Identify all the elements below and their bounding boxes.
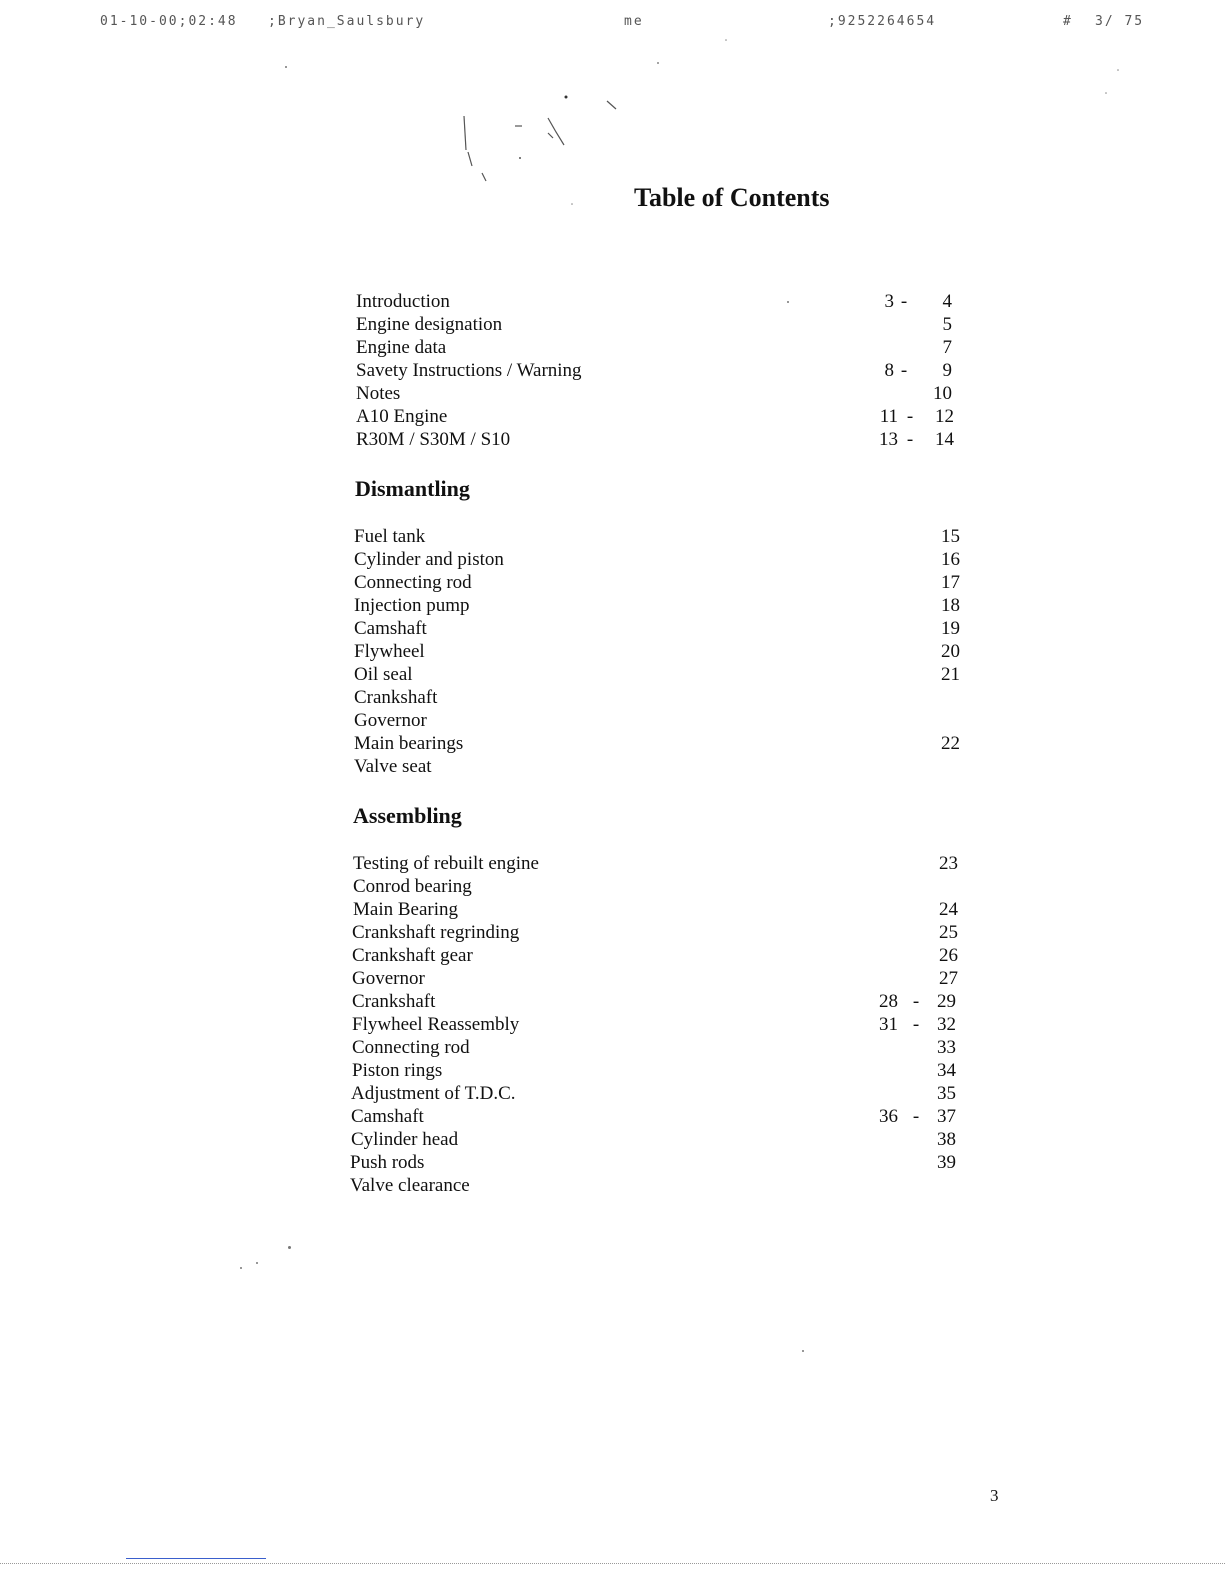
toc-entry-end-page: 23 <box>939 853 958 874</box>
toc-entry-label: Flywheel <box>354 641 425 662</box>
toc-entry <box>0 922 1225 945</box>
toc-entry-end-page: 37 <box>937 1106 956 1127</box>
toc-entry <box>0 360 1225 383</box>
toc-entry-label: Crankshaft gear <box>352 945 473 966</box>
toc-entry <box>0 853 1225 876</box>
toc-entry-label: Main bearings <box>354 733 464 754</box>
toc-entry-label: Testing of rebuilt engine <box>353 853 539 874</box>
toc-entry <box>0 406 1225 429</box>
toc-entry-label: Main Bearing <box>353 899 459 920</box>
toc-entry <box>0 664 1225 687</box>
toc-entry <box>0 1083 1225 1106</box>
toc-entry-start-page: 8 <box>884 360 894 381</box>
toc-entry-start-page: 3 <box>884 291 894 312</box>
toc-entry <box>0 526 1225 549</box>
toc-entry-label: Valve clearance <box>350 1175 470 1196</box>
toc-entry-end-page: 20 <box>941 641 960 662</box>
toc-entry <box>0 1106 1225 1129</box>
toc-entry <box>0 618 1225 641</box>
scan-speck <box>787 301 789 303</box>
toc-entry-label: Engine data <box>356 337 447 358</box>
toc-entry-end-page: 34 <box>937 1060 956 1081</box>
toc-entry-end-page: 21 <box>941 664 960 685</box>
toc-entry <box>0 641 1225 664</box>
toc-entry <box>0 968 1225 991</box>
scan-speck <box>802 1350 804 1352</box>
toc-entry-label: Camshaft <box>351 1106 424 1127</box>
fax-phone: ;9252264654 <box>828 14 937 29</box>
toc-entry-label: Savety Instructions / Warning <box>356 360 582 381</box>
toc-entry <box>0 1037 1225 1060</box>
toc-entry <box>0 733 1225 756</box>
toc-entry <box>0 876 1225 899</box>
toc-range-dash: - <box>906 429 914 450</box>
toc-entry-label: R30M / S30M / S10 <box>356 429 511 450</box>
toc-entry <box>0 899 1225 922</box>
toc-entry-label: Engine designation <box>356 314 503 335</box>
toc-entry <box>0 1014 1225 1037</box>
toc-entry-label: Connecting rod <box>354 572 472 593</box>
toc-entry-end-page: 29 <box>937 991 956 1012</box>
toc-entry-label: Injection pump <box>354 595 470 616</box>
toc-entry-end-page: 27 <box>939 968 958 989</box>
scan-speck <box>288 1246 291 1249</box>
bottom-rule <box>126 1558 266 1559</box>
scan-mark-scribble <box>0 0 1225 260</box>
fax-page-marker: # <box>1063 14 1073 29</box>
scan-speck <box>256 1262 258 1264</box>
toc-entry-end-page: 35 <box>937 1083 956 1104</box>
toc-entry <box>0 337 1225 360</box>
toc-entry-end-page: 16 <box>941 549 960 570</box>
toc-entry-end-page: 24 <box>939 899 958 920</box>
toc-entry <box>0 945 1225 968</box>
toc-entry <box>0 991 1225 1014</box>
toc-entry-end-page: 19 <box>941 618 960 639</box>
page-edge <box>0 1563 1225 1565</box>
toc-entry-end-page: 7 <box>942 337 952 358</box>
toc-entry-label: Cylinder and piston <box>354 549 504 570</box>
toc-entry-end-page: 18 <box>941 595 960 616</box>
toc-entry <box>0 1129 1225 1152</box>
toc-entry-end-page: 38 <box>937 1129 956 1150</box>
toc-entry <box>0 572 1225 595</box>
toc-entry-label: Notes <box>356 383 401 404</box>
toc-entry <box>0 314 1225 337</box>
toc-entry-start-page: 31 <box>879 1014 898 1035</box>
toc-entry-start-page: 36 <box>879 1106 898 1127</box>
toc-entry-start-page: 11 <box>879 406 898 427</box>
toc-entry-label: Valve seat <box>354 756 432 777</box>
toc-entry <box>0 291 1225 314</box>
section-heading-dismantling: Dismantling <box>355 476 470 501</box>
toc-entry-label: Piston rings <box>352 1060 443 1081</box>
page-title: Table of Contents <box>634 183 830 212</box>
toc-entry-start-page: 28 <box>879 991 898 1012</box>
toc-entry-end-page: 10 <box>933 383 952 404</box>
toc-entry <box>0 710 1225 733</box>
toc-entry <box>0 687 1225 710</box>
toc-entry-label: Fuel tank <box>354 526 426 547</box>
fax-sender: ;Bryan_Saulsbury <box>268 14 426 29</box>
toc-range-dash: - <box>912 1014 920 1035</box>
toc-entry-label: Crankshaft <box>354 687 438 708</box>
toc-entry-label: Camshaft <box>354 618 427 639</box>
toc-entry-end-page: 17 <box>941 572 960 593</box>
toc-entry <box>0 383 1225 406</box>
toc-entry-end-page: 4 <box>942 291 952 312</box>
toc-entry-end-page: 33 <box>937 1037 956 1058</box>
toc-range-dash: - <box>900 291 908 312</box>
toc-entry <box>0 756 1225 779</box>
toc-entry <box>0 549 1225 572</box>
fax-datetime: 01-10-00;02:48 <box>100 14 238 29</box>
toc-entry-label: Connecting rod <box>352 1037 470 1058</box>
fax-recipient: me <box>624 14 644 29</box>
toc-entry-label: Crankshaft <box>352 991 436 1012</box>
toc-entry-end-page: 5 <box>942 314 952 335</box>
toc-entry <box>0 1175 1225 1198</box>
toc-entry-label: Cylinder head <box>351 1129 459 1150</box>
toc-entry-label: Flywheel Reassembly <box>352 1014 520 1035</box>
toc-entry-end-page: 32 <box>937 1014 956 1035</box>
section-heading-assembling: Assembling <box>353 803 462 828</box>
page-number: 3 <box>990 1486 999 1505</box>
toc-range-dash: - <box>906 406 914 427</box>
toc-entry-end-page: 12 <box>935 406 954 427</box>
toc-entry-label: Adjustment of T.D.C. <box>351 1083 516 1104</box>
toc-range-dash: - <box>912 991 920 1012</box>
toc-entry-label: Oil seal <box>354 664 413 685</box>
toc-entry-end-page: 15 <box>941 526 960 547</box>
toc-entry-end-page: 39 <box>937 1152 956 1173</box>
toc-entry-end-page: 22 <box>941 733 960 754</box>
toc-entry-label: Introduction <box>356 291 450 312</box>
toc-range-dash: - <box>900 360 908 381</box>
toc-range-dash: - <box>912 1106 920 1127</box>
toc-entry-label: Governor <box>354 710 427 731</box>
fax-page-count: 3/ 75 <box>1095 14 1145 29</box>
toc-entry-start-page: 13 <box>879 429 898 450</box>
toc-entry-label: Crankshaft regrinding <box>352 922 520 943</box>
toc-entry-end-page: 25 <box>939 922 958 943</box>
toc-entry-label: A10 Engine <box>356 406 448 427</box>
toc-entry <box>0 429 1225 452</box>
toc-entry-label: Conrod bearing <box>353 876 472 897</box>
toc-entry-end-page: 26 <box>939 945 958 966</box>
toc-entry-end-page: 14 <box>935 429 954 450</box>
toc-entry-label: Governor <box>352 968 425 989</box>
scan-speck <box>240 1267 242 1269</box>
toc-entry <box>0 1060 1225 1083</box>
toc-entry <box>0 595 1225 618</box>
toc-entry-end-page: 9 <box>942 360 952 381</box>
toc-entry-label: Push rods <box>350 1152 425 1173</box>
toc-entry <box>0 1152 1225 1175</box>
